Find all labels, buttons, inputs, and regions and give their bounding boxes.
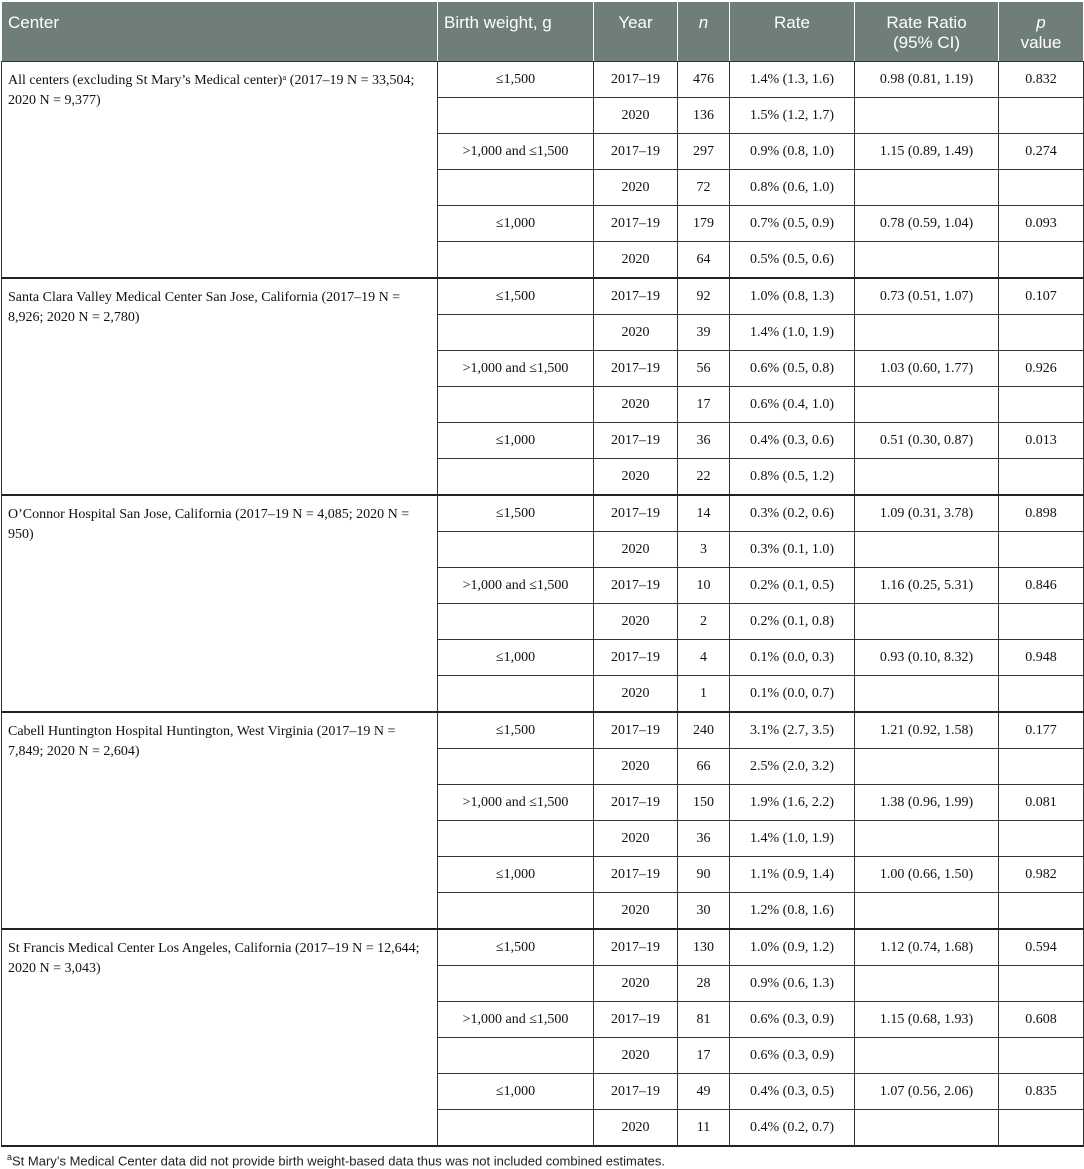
- birth-weight-cell: [438, 242, 594, 279]
- n-cell: 3: [678, 532, 730, 568]
- year-cell: 2020: [594, 242, 678, 279]
- table-row: [2, 495, 1084, 532]
- p-value-cell: [999, 966, 1084, 1002]
- n-cell: 56: [678, 351, 730, 387]
- rate-ratio-cell: [855, 315, 999, 351]
- birth-weight-cell: ≤1,000: [438, 640, 594, 676]
- birth-weight-cell: ≤1,000: [438, 1074, 594, 1110]
- header-center: Center: [2, 2, 438, 62]
- rate-cell: 0.6% (0.5, 0.8): [730, 351, 855, 387]
- p-value-cell: [999, 821, 1084, 857]
- rate-ratio-cell: [855, 1038, 999, 1074]
- rate-ratio-cell: 0.73 (0.51, 1.07): [855, 278, 999, 315]
- table-body: [2, 62, 1084, 1147]
- year-cell: 2020: [594, 749, 678, 785]
- birth-weight-cell: >1,000 and ≤1,500: [438, 785, 594, 821]
- rate-cell: 0.5% (0.5, 0.6): [730, 242, 855, 279]
- rate-cell: 0.3% (0.2, 0.6): [730, 495, 855, 532]
- rate-ratio-cell: [855, 459, 999, 496]
- results-table-container: [1, 1, 1083, 1147]
- year-cell: 2017–19: [594, 1074, 678, 1110]
- n-cell: 240: [678, 712, 730, 749]
- p-value-cell: 0.081: [999, 785, 1084, 821]
- rate-cell: 1.0% (0.9, 1.2): [730, 929, 855, 966]
- p-value-cell: 0.177: [999, 712, 1084, 749]
- year-cell: 2017–19: [594, 785, 678, 821]
- p-value-cell: 0.846: [999, 568, 1084, 604]
- rate-ratio-cell: 1.21 (0.92, 1.58): [855, 712, 999, 749]
- birth-weight-cell: [438, 532, 594, 568]
- center-name-cell: Cabell Huntington Hospital Huntington, West Virginia (2017–19 N = 7,849; 2020 N = 2,604): [2, 712, 438, 929]
- birth-weight-cell: ≤1,500: [438, 62, 594, 98]
- p-value-cell: [999, 604, 1084, 640]
- n-cell: 179: [678, 206, 730, 242]
- birth-weight-cell: [438, 459, 594, 496]
- rate-ratio-cell: 1.07 (0.56, 2.06): [855, 1074, 999, 1110]
- rate-cell: 0.6% (0.3, 0.9): [730, 1038, 855, 1074]
- table-footnote: $^a$St Mary’s Medical Center data did not provide birth weight-based data thus was not included combined estimates.: [7, 1152, 666, 1169]
- birth-weight-cell: [438, 966, 594, 1002]
- year-cell: 2020: [594, 387, 678, 423]
- birth-weight-cell: [438, 1110, 594, 1147]
- rate-ratio-cell: 1.15 (0.89, 1.49): [855, 134, 999, 170]
- rate-cell: 1.1% (0.9, 1.4): [730, 857, 855, 893]
- table-row: [2, 929, 1084, 966]
- rate-cell: 1.9% (1.6, 2.2): [730, 785, 855, 821]
- p-value-cell: [999, 893, 1084, 930]
- rate-cell: 1.4% (1.3, 1.6): [730, 62, 855, 98]
- year-cell: 2020: [594, 315, 678, 351]
- header-rate-ratio: Rate Ratio (95% CI): [855, 2, 999, 62]
- year-cell: 2020: [594, 893, 678, 930]
- year-cell: 2020: [594, 821, 678, 857]
- p-value-cell: [999, 98, 1084, 134]
- year-cell: 2020: [594, 1110, 678, 1147]
- p-value-cell: 0.948: [999, 640, 1084, 676]
- rate-cell: 1.2% (0.8, 1.6): [730, 893, 855, 930]
- birth-weight-cell: [438, 170, 594, 206]
- center-name-cell: St Francis Medical Center Los Angeles, California (2017–19 N = 12,644; 2020 N = 3,043): [2, 929, 438, 1146]
- p-value-cell: 0.926: [999, 351, 1084, 387]
- birth-weight-cell: [438, 676, 594, 713]
- p-value-cell: [999, 387, 1084, 423]
- year-cell: 2017–19: [594, 929, 678, 966]
- p-value-cell: [999, 242, 1084, 279]
- n-cell: 64: [678, 242, 730, 279]
- birth-weight-cell: >1,000 and ≤1,500: [438, 568, 594, 604]
- n-cell: 36: [678, 821, 730, 857]
- n-cell: 136: [678, 98, 730, 134]
- n-cell: 14: [678, 495, 730, 532]
- rate-ratio-cell: [855, 242, 999, 279]
- n-cell: 28: [678, 966, 730, 1002]
- p-value-cell: [999, 749, 1084, 785]
- n-cell: 22: [678, 459, 730, 496]
- rate-ratio-cell: 0.98 (0.81, 1.19): [855, 62, 999, 98]
- p-value-cell: 0.832: [999, 62, 1084, 98]
- birth-weight-cell: ≤1,500: [438, 495, 594, 532]
- rate-ratio-cell: 1.15 (0.68, 1.93): [855, 1002, 999, 1038]
- rate-ratio-cell: [855, 170, 999, 206]
- n-cell: 90: [678, 857, 730, 893]
- birth-weight-cell: [438, 604, 594, 640]
- year-cell: 2017–19: [594, 712, 678, 749]
- rate-cell: 0.2% (0.1, 0.8): [730, 604, 855, 640]
- rate-ratio-cell: [855, 604, 999, 640]
- year-cell: 2017–19: [594, 568, 678, 604]
- p-value-cell: [999, 459, 1084, 496]
- rate-ratio-cell: [855, 532, 999, 568]
- rate-ratio-cell: [855, 893, 999, 930]
- birth-weight-cell: [438, 98, 594, 134]
- rate-cell: 0.1% (0.0, 0.3): [730, 640, 855, 676]
- year-cell: 2020: [594, 98, 678, 134]
- rate-cell: 1.5% (1.2, 1.7): [730, 98, 855, 134]
- table-header: [2, 2, 1084, 62]
- year-cell: 2017–19: [594, 206, 678, 242]
- results-table: [1, 1, 1084, 1147]
- n-cell: 4: [678, 640, 730, 676]
- rate-cell: 0.4% (0.3, 0.6): [730, 423, 855, 459]
- birth-weight-cell: [438, 893, 594, 930]
- header-n: n: [678, 2, 730, 62]
- p-value-cell: 0.013: [999, 423, 1084, 459]
- rate-cell: 0.4% (0.3, 0.5): [730, 1074, 855, 1110]
- p-value-cell: 0.835: [999, 1074, 1084, 1110]
- birth-weight-cell: ≤1,000: [438, 423, 594, 459]
- rate-cell: 0.6% (0.4, 1.0): [730, 387, 855, 423]
- year-cell: 2017–19: [594, 351, 678, 387]
- year-cell: 2020: [594, 604, 678, 640]
- rate-cell: 0.6% (0.3, 0.9): [730, 1002, 855, 1038]
- rate-ratio-cell: 0.93 (0.10, 8.32): [855, 640, 999, 676]
- p-value-cell: 0.982: [999, 857, 1084, 893]
- year-cell: 2020: [594, 170, 678, 206]
- n-cell: 2: [678, 604, 730, 640]
- p-value-cell: [999, 170, 1084, 206]
- birth-weight-cell: >1,000 and ≤1,500: [438, 351, 594, 387]
- table-row: [2, 62, 1084, 98]
- birth-weight-cell: >1,000 and ≤1,500: [438, 1002, 594, 1038]
- birth-weight-cell: [438, 315, 594, 351]
- rate-ratio-cell: 1.09 (0.31, 3.78): [855, 495, 999, 532]
- p-value-cell: 0.107: [999, 278, 1084, 315]
- rate-ratio-cell: [855, 1110, 999, 1147]
- p-value-cell: [999, 1110, 1084, 1147]
- rate-ratio-cell: 1.12 (0.74, 1.68): [855, 929, 999, 966]
- n-cell: 39: [678, 315, 730, 351]
- rate-ratio-cell: [855, 749, 999, 785]
- birth-weight-cell: [438, 1038, 594, 1074]
- rate-cell: 0.1% (0.0, 0.7): [730, 676, 855, 713]
- birth-weight-cell: ≤1,500: [438, 278, 594, 315]
- rate-cell: 1.4% (1.0, 1.9): [730, 315, 855, 351]
- year-cell: 2020: [594, 459, 678, 496]
- rate-cell: 0.9% (0.6, 1.3): [730, 966, 855, 1002]
- n-cell: 476: [678, 62, 730, 98]
- center-name-cell: Santa Clara Valley Medical Center San Jose, California (2017–19 N = 8,926; 2020 N = 2,780): [2, 278, 438, 495]
- header-rate: Rate: [730, 2, 855, 62]
- birth-weight-cell: [438, 821, 594, 857]
- birth-weight-cell: ≤1,000: [438, 206, 594, 242]
- rate-cell: 0.9% (0.8, 1.0): [730, 134, 855, 170]
- n-cell: 36: [678, 423, 730, 459]
- center-name-cell: O’Connor Hospital San Jose, California (2017–19 N = 4,085; 2020 N = 950): [2, 495, 438, 712]
- p-value-cell: 0.594: [999, 929, 1084, 966]
- n-cell: 11: [678, 1110, 730, 1147]
- rate-ratio-cell: 1.03 (0.60, 1.77): [855, 351, 999, 387]
- rate-cell: 0.8% (0.5, 1.2): [730, 459, 855, 496]
- rate-ratio-cell: [855, 98, 999, 134]
- header-birth-weight: Birth weight, g: [438, 2, 594, 62]
- year-cell: 2020: [594, 1038, 678, 1074]
- p-value-cell: [999, 532, 1084, 568]
- n-cell: 297: [678, 134, 730, 170]
- center-name-cell: All centers (excluding St Mary’s Medical center)ᵃ (2017–19 N = 33,504; 2020 N = 9,377): [2, 62, 438, 279]
- n-cell: 1: [678, 676, 730, 713]
- birth-weight-cell: [438, 387, 594, 423]
- n-cell: 72: [678, 170, 730, 206]
- rate-ratio-cell: 1.00 (0.66, 1.50): [855, 857, 999, 893]
- table-row: [2, 712, 1084, 749]
- rate-cell: 2.5% (2.0, 3.2): [730, 749, 855, 785]
- rate-cell: 1.4% (1.0, 1.9): [730, 821, 855, 857]
- birth-weight-cell: ≤1,500: [438, 929, 594, 966]
- rate-cell: 0.3% (0.1, 1.0): [730, 532, 855, 568]
- year-cell: 2017–19: [594, 134, 678, 170]
- rate-cell: 0.7% (0.5, 0.9): [730, 206, 855, 242]
- year-cell: 2017–19: [594, 423, 678, 459]
- rate-ratio-cell: 0.78 (0.59, 1.04): [855, 206, 999, 242]
- n-cell: 17: [678, 1038, 730, 1074]
- rate-ratio-cell: 0.51 (0.30, 0.87): [855, 423, 999, 459]
- year-cell: 2017–19: [594, 62, 678, 98]
- n-cell: 92: [678, 278, 730, 315]
- p-value-cell: 0.608: [999, 1002, 1084, 1038]
- rate-ratio-cell: [855, 387, 999, 423]
- rate-ratio-cell: 1.16 (0.25, 5.31): [855, 568, 999, 604]
- n-cell: 49: [678, 1074, 730, 1110]
- p-value-cell: 0.898: [999, 495, 1084, 532]
- rate-ratio-cell: [855, 821, 999, 857]
- year-cell: 2017–19: [594, 1002, 678, 1038]
- p-value-cell: 0.274: [999, 134, 1084, 170]
- n-cell: 150: [678, 785, 730, 821]
- year-cell: 2020: [594, 676, 678, 713]
- year-cell: 2020: [594, 532, 678, 568]
- table-row: [2, 278, 1084, 315]
- p-value-cell: 0.093: [999, 206, 1084, 242]
- rate-cell: 0.4% (0.2, 0.7): [730, 1110, 855, 1147]
- p-value-cell: [999, 315, 1084, 351]
- birth-weight-cell: [438, 749, 594, 785]
- year-cell: 2017–19: [594, 495, 678, 532]
- n-cell: 130: [678, 929, 730, 966]
- rate-cell: 1.0% (0.8, 1.3): [730, 278, 855, 315]
- year-cell: 2017–19: [594, 640, 678, 676]
- n-cell: 17: [678, 387, 730, 423]
- n-cell: 30: [678, 893, 730, 930]
- n-cell: 81: [678, 1002, 730, 1038]
- rate-ratio-cell: 1.38 (0.96, 1.99): [855, 785, 999, 821]
- header-year: Year: [594, 2, 678, 62]
- n-cell: 10: [678, 568, 730, 604]
- rate-cell: 0.8% (0.6, 1.0): [730, 170, 855, 206]
- year-cell: 2017–19: [594, 278, 678, 315]
- n-cell: 66: [678, 749, 730, 785]
- birth-weight-cell: ≤1,500: [438, 712, 594, 749]
- rate-cell: 3.1% (2.7, 3.5): [730, 712, 855, 749]
- birth-weight-cell: >1,000 and ≤1,500: [438, 134, 594, 170]
- header-p-value: p value: [999, 2, 1084, 62]
- year-cell: 2020: [594, 966, 678, 1002]
- rate-ratio-cell: [855, 676, 999, 713]
- p-value-cell: [999, 1038, 1084, 1074]
- rate-cell: 0.2% (0.1, 0.5): [730, 568, 855, 604]
- year-cell: 2017–19: [594, 857, 678, 893]
- birth-weight-cell: ≤1,000: [438, 857, 594, 893]
- rate-ratio-cell: [855, 966, 999, 1002]
- p-value-cell: [999, 676, 1084, 713]
